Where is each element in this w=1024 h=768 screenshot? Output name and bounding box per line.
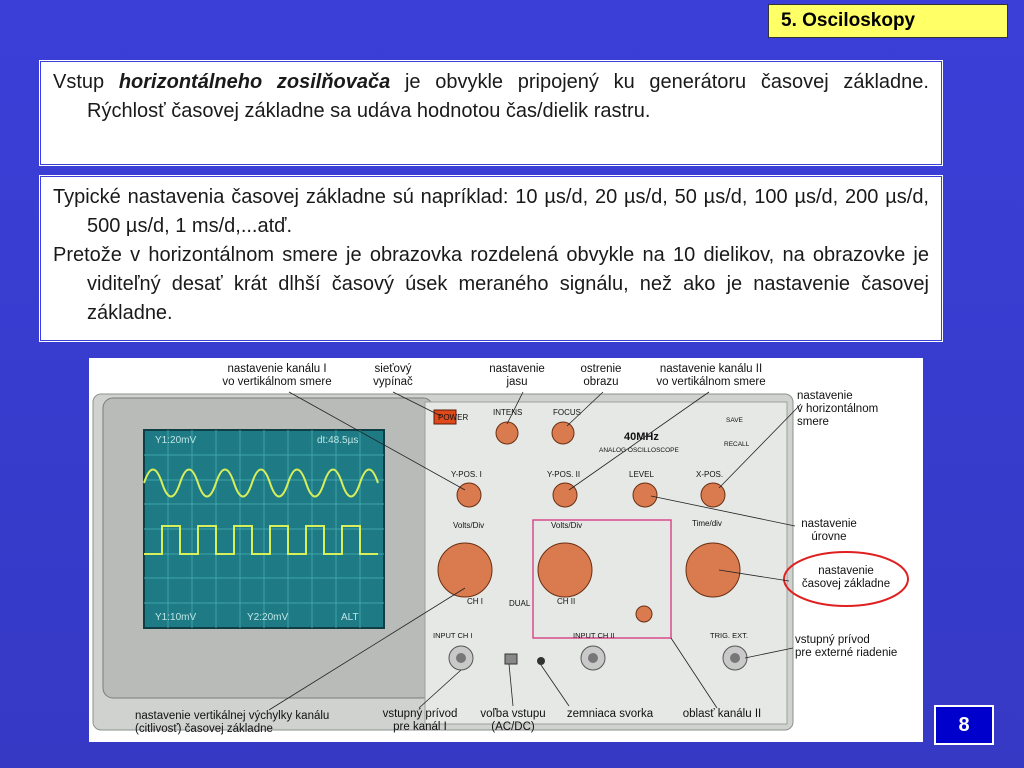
acdc-switch	[505, 654, 517, 664]
label-brightness: nastavenie jasu	[489, 363, 545, 388]
ypos2-label: Y-POS. II	[547, 470, 581, 479]
label-horizontal: nastavenie v horizontálnom smere	[797, 390, 879, 428]
model-label: ANALOG OSCILLOSCOPE	[599, 447, 679, 454]
brand-label: 40MHz	[624, 431, 659, 443]
label-channel1-input: vstupný prívod pre kanál I	[382, 708, 458, 733]
screen-readout-bottom-left: Y1:10mV	[155, 612, 197, 623]
text-start: Vstup	[53, 71, 119, 93]
label-trigger-level: nastavenie úrovne	[801, 518, 857, 543]
label-channel2-vertical: nastavenie kanálu II vo vertikálnom smere	[656, 363, 766, 388]
voltsdiv2-label: Volts/Div	[551, 521, 583, 530]
input2-bnc-center	[588, 653, 598, 663]
label-external-trigger-input: vstupný prívod pre externé riadenie	[795, 634, 898, 659]
text-box-timebase	[40, 176, 942, 341]
text-box-horizontal-amplifier	[40, 61, 942, 165]
label-power-switch: sieťový vypínač	[373, 363, 413, 388]
input2-label: INPUT CH II	[573, 631, 615, 640]
label-channel2-area: oblasť kanálu II	[682, 708, 762, 720]
oscilloscope-figure	[89, 358, 923, 742]
focus-knob	[552, 422, 574, 444]
label-focus: ostrenie obrazu	[580, 363, 622, 388]
screen-readout-top-left: Y1:20mV	[155, 435, 197, 446]
paragraph-horizontal-amplifier	[53, 68, 929, 126]
label-acdc-select: voľba vstupu (AC/DC)	[480, 708, 546, 733]
timediv-label: Time/div	[692, 519, 722, 528]
screen-readout-bottom-mid: Y2:20mV	[247, 612, 289, 623]
timediv-knob	[686, 543, 740, 597]
section-tag: 5. Osciloskopy	[768, 4, 1008, 38]
xpos-knob	[701, 483, 725, 507]
trigext-bnc-center	[730, 653, 740, 663]
ypos1-knob	[457, 483, 481, 507]
label-channel1-vertical: nastavenie kanálu I vo vertikálnom smere	[222, 363, 332, 388]
label-ground-terminal: zemniaca svorka	[566, 708, 654, 720]
intens-knob	[496, 422, 518, 444]
level-knob	[633, 483, 657, 507]
text-emphasis: horizontálneho zosilňovača	[118, 71, 391, 93]
intens-label: INTENS	[493, 408, 523, 417]
screen-readout-bottom-right: ALT	[341, 612, 359, 623]
voltsdiv2-knob	[538, 543, 592, 597]
del-pos-knob	[636, 606, 652, 622]
level-label: LEVEL	[629, 470, 654, 479]
paragraph-screen-divisions: Pretože v horizontálnom smere je obrazovka rozdelená obvykle na 10 dielikov, na obrazovke je viditeľný desať krát dlhší časový úsek meraného signálu, než ako je nastavenie časovej základne.	[53, 244, 929, 324]
save-label: SAVE	[726, 417, 743, 424]
voltsdiv1-label: Volts/Div	[453, 521, 485, 530]
screen-readout-top-right: dt:48.5µs	[317, 435, 359, 446]
ch2-label: CH II	[557, 597, 576, 606]
focus-label: FOCUS	[553, 408, 581, 417]
page-number: 8	[934, 705, 994, 745]
ch1-label: CH I	[467, 597, 483, 606]
recall-label: RECALL	[724, 441, 750, 448]
input1-label: INPUT CH I	[433, 631, 473, 640]
input1-bnc-center	[456, 653, 466, 663]
ypos1-label: Y-POS. I	[451, 470, 482, 479]
text-end: je obvykle pripojený ku generátoru časovej základne. Rýchlosť časovej základne sa udáva hodnotou čas/dielik rastru.	[87, 71, 929, 122]
label-vertical-deflection: nastavenie vertikálnej výchylky kanálu (citlivosť) časovej základne	[135, 710, 330, 735]
voltsdiv1-knob	[438, 543, 492, 597]
label-timebase: nastavenie časovej základne	[801, 565, 891, 590]
trigext-label: TRIG. EXT.	[710, 631, 748, 640]
xpos-label: X-POS.	[696, 470, 724, 479]
dual-label: DUAL	[509, 599, 531, 608]
paragraph-timebase-settings: Typické nastavenia časovej základne sú napríklad: 10 µs/d, 20 µs/d, 50 µs/d, 100 µs/d, 200 µs/d, 500 µs/d, 1 ms/d,...atď.	[53, 186, 929, 237]
power-label: POWER	[438, 413, 469, 422]
ground-terminal	[537, 657, 545, 665]
